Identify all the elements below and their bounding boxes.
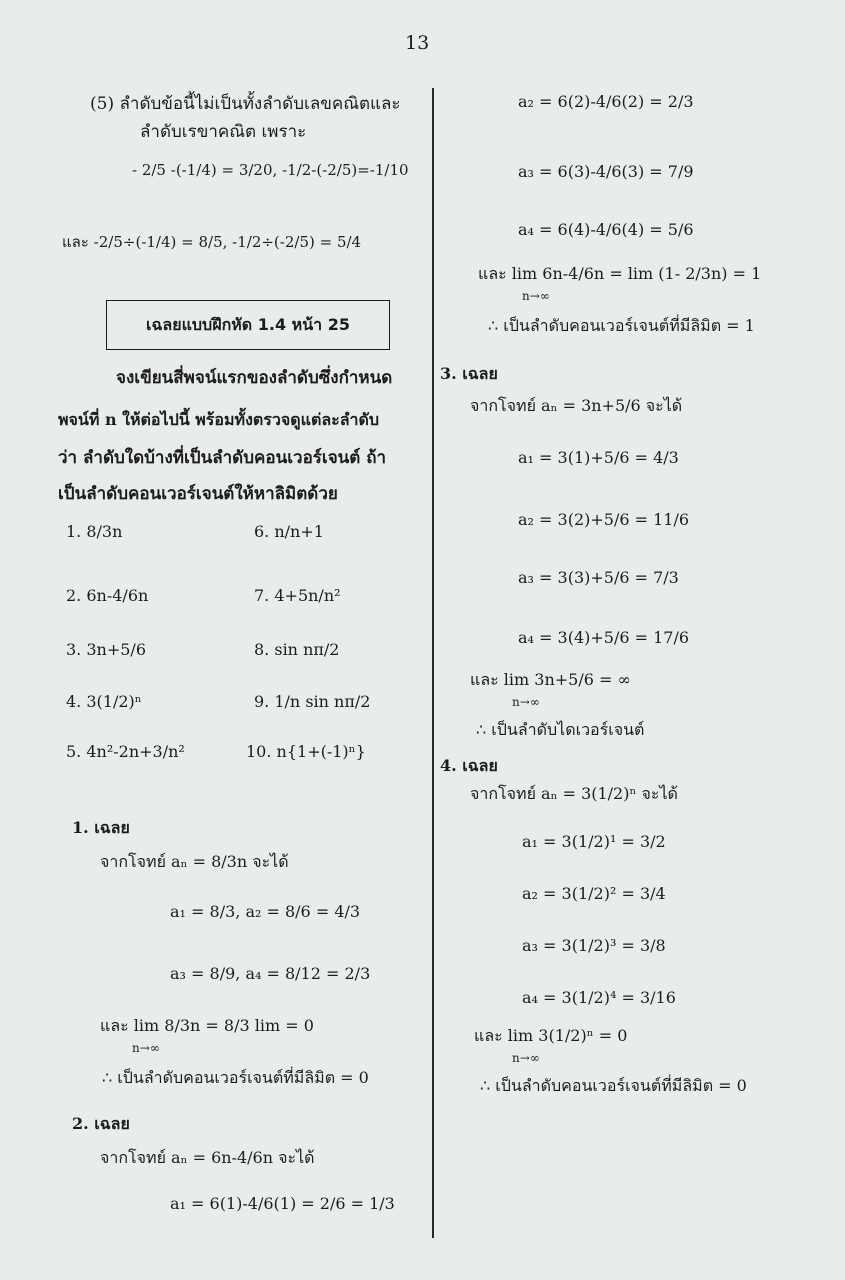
item5-math1: - 2/5 -(-1/4) = 3/20, -1/2-(-2/5)=-1/10 bbox=[132, 161, 409, 179]
ans3-limit-sub: n→∞ bbox=[512, 695, 540, 709]
exercise-4: 4. 3(1/2)ⁿ bbox=[66, 692, 142, 711]
intro-line4: เป็นลำดับคอนเวอร์เจนต์ให้หาลิมิตด้วย bbox=[58, 484, 338, 504]
exercise-1: 1. 8/3n bbox=[66, 522, 123, 541]
ans2-heading: 2. เฉลย bbox=[72, 1114, 130, 1133]
ans2-given: จากโจทย์ aₙ = 6n-4/6n จะได้ bbox=[100, 1148, 315, 1167]
ans2-a4: a₄ = 6(4)-4/6(4) = 5/6 bbox=[518, 220, 694, 239]
ans1-a3-a4: a₃ = 8/9, a₄ = 8/12 = 2/3 bbox=[170, 964, 371, 983]
ans4-a2: a₂ = 3(1/2)² = 3/4 bbox=[522, 884, 666, 903]
ans3-conclusion: ∴ เป็นลำดับไดเวอร์เจนต์ bbox=[476, 720, 645, 739]
ans4-a4: a₄ = 3(1/2)⁴ = 3/16 bbox=[522, 988, 676, 1007]
ans2-limit: และ lim 6n-4/6n = lim (1- 2/3n) = 1 bbox=[478, 264, 762, 283]
intro-line2: พจน์ที่ n ให้ต่อไปนี้ พร้อมทั้งตรวจดูแต่ละลำดับ bbox=[58, 410, 380, 429]
ans4-a3: a₃ = 3(1/2)³ = 3/8 bbox=[522, 936, 666, 955]
ans1-a1-a2: a₁ = 8/3, a₂ = 8/6 = 4/3 bbox=[170, 902, 361, 921]
ans2-conclusion: ∴ เป็นลำดับคอนเวอร์เจนต์ที่มีลิมิต = 1 bbox=[488, 316, 755, 335]
ans1-limit: และ lim 8/3n = 8/3 lim = 0 bbox=[100, 1016, 314, 1035]
exercise-9: 9. 1/n sin nπ/2 bbox=[254, 692, 371, 711]
ans3-a2: a₂ = 3(2)+5/6 = 11/6 bbox=[518, 510, 690, 529]
ans1-given: จากโจทย์ aₙ = 8/3n จะได้ bbox=[100, 852, 289, 871]
ans4-given: จากโจทย์ aₙ = 3(1/2)ⁿ จะได้ bbox=[470, 784, 678, 803]
ans1-limit-sub: n→∞ bbox=[132, 1041, 160, 1055]
ans3-limit: และ lim 3n+5/6 = ∞ bbox=[470, 670, 631, 689]
intro-line3: ว่า ลำดับใดบ้างที่เป็นลำดับคอนเวอร์เจนต์ ถ้า bbox=[58, 448, 387, 468]
exercise-title: เฉลยแบบฝึกหัด 1.4 หน้า 25 bbox=[146, 314, 350, 334]
ans2-a3: a₃ = 6(3)-4/6(3) = 7/9 bbox=[518, 162, 694, 181]
exercise-title-box bbox=[106, 300, 390, 350]
item5-line2: ลำดับเรขาคณิต เพราะ bbox=[140, 122, 307, 142]
exercise-5: 5. 4n²-2n+3/n² bbox=[66, 742, 185, 761]
exercise-6: 6. n/n+1 bbox=[254, 522, 324, 541]
item5-math2: และ -2/5÷(-1/4) = 8/5, -1/2÷(-2/5) = 5/4 bbox=[62, 233, 362, 251]
ans2-a2: a₂ = 6(2)-4/6(2) = 2/3 bbox=[518, 92, 694, 111]
ans4-conclusion: ∴ เป็นลำดับคอนเวอร์เจนต์ที่มีลิมิต = 0 bbox=[480, 1076, 747, 1095]
ans3-heading: 3. เฉลย bbox=[440, 364, 498, 383]
page-number: 13 bbox=[405, 32, 430, 54]
column-divider bbox=[432, 88, 434, 1238]
exercise-3: 3. 3n+5/6 bbox=[66, 640, 146, 659]
intro-line1: จงเขียนสี่พจน์แรกของลำดับซึ่งกำหนด bbox=[116, 368, 393, 388]
ans4-a1: a₁ = 3(1/2)¹ = 3/2 bbox=[522, 832, 666, 851]
exercise-8: 8. sin nπ/2 bbox=[254, 640, 340, 659]
item5-line1: (5) ลำดับข้อนี้ไม่เป็นทั้งลำดับเลขคณิตและ bbox=[90, 94, 401, 114]
ans2-limit-sub: n→∞ bbox=[522, 289, 550, 303]
ans4-heading: 4. เฉลย bbox=[440, 756, 498, 775]
exercise-10: 10. n{1+(-1)ⁿ} bbox=[246, 742, 366, 761]
ans1-conclusion: ∴ เป็นลำดับคอนเวอร์เจนต์ที่มีลิมิต = 0 bbox=[102, 1068, 369, 1087]
ans3-a4: a₄ = 3(4)+5/6 = 17/6 bbox=[518, 628, 690, 647]
ans3-a1: a₁ = 3(1)+5/6 = 4/3 bbox=[518, 448, 679, 467]
ans4-limit: และ lim 3(1/2)ⁿ = 0 bbox=[474, 1026, 628, 1045]
ans1-heading: 1. เฉลย bbox=[72, 818, 130, 837]
ans4-limit-sub: n→∞ bbox=[512, 1051, 540, 1065]
exercise-7: 7. 4+5n/n² bbox=[254, 586, 341, 605]
ans2-a1: a₁ = 6(1)-4/6(1) = 2/6 = 1/3 bbox=[170, 1194, 395, 1213]
ans3-a3: a₃ = 3(3)+5/6 = 7/3 bbox=[518, 568, 679, 587]
exercise-2: 2. 6n-4/6n bbox=[66, 586, 149, 605]
ans3-given: จากโจทย์ aₙ = 3n+5/6 จะได้ bbox=[470, 396, 683, 415]
